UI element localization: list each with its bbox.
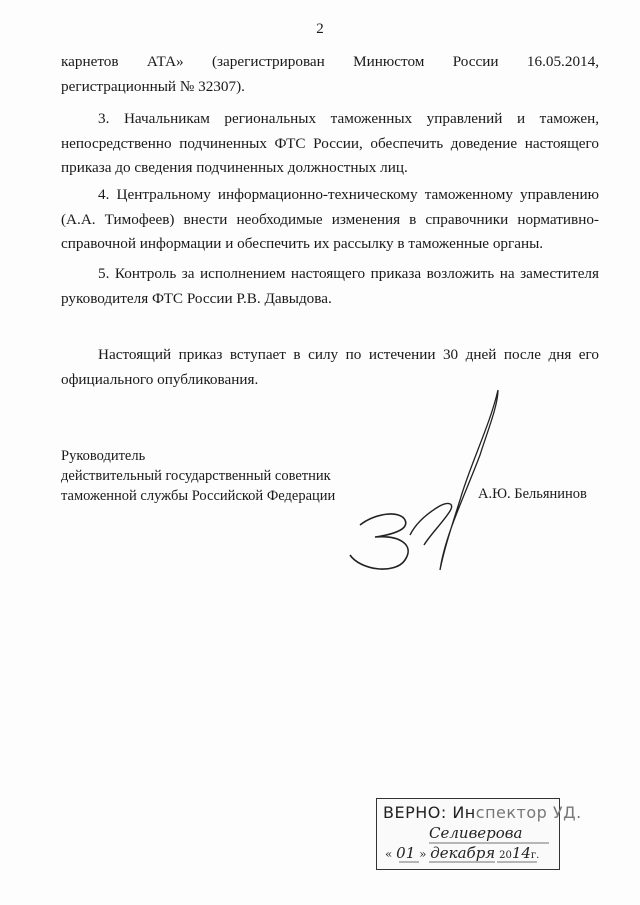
- date-year: 14: [511, 844, 531, 862]
- word: 16.05.2014,: [526, 53, 600, 70]
- signer-name: А.Ю. Бельянинов: [478, 486, 587, 502]
- paragraph-item-4: 4. Центральному информационно-техническому таможенному управлению (А.А. Тимофеев) внести необходимые изменения в справочники нормативно-справочной информации и обеспечить их рассылку в таможенные органы.: [61, 186, 599, 252]
- signatory-rank: действительный государственный советник: [61, 468, 331, 484]
- certification-stamp: [376, 798, 582, 870]
- word: АТА»: [146, 53, 184, 70]
- page-number: 2: [316, 21, 324, 37]
- signatory-title: Руководитель: [61, 448, 146, 464]
- handwritten-signature: [320, 385, 530, 585]
- date-month: декабря: [430, 844, 496, 862]
- word: России: [452, 53, 499, 70]
- signatory-block: [61, 446, 335, 506]
- paragraph-item-5: 5. Контроль за исполнением настоящего приказа возложить на заместителя руководителя ФТС России Р.В. Давыдова.: [61, 265, 599, 307]
- date-suffix: г.: [530, 850, 540, 861]
- paragraph-continuation-line1: [61, 50, 599, 75]
- stamp-handwritten-name: Селиверова: [429, 824, 523, 842]
- paragraph-continuation-line2: регистрационный № 32307).: [61, 77, 245, 95]
- paragraph-item-3: 3. Начальникам региональных таможенных управлений и таможен, непосредственно подчиненных ФТС России, обеспечить доведение настоящего приказа до сведения подчиненных должностных лиц.: [61, 110, 599, 176]
- stamp-title-part: спектор УД.: [475, 803, 582, 822]
- word: (зарегистрирован: [212, 53, 325, 70]
- date-quote: »: [419, 847, 427, 861]
- word: карнетов: [61, 53, 119, 70]
- stamp-title: [383, 803, 582, 822]
- stamp-date: [385, 844, 539, 862]
- date-day: 01: [396, 844, 416, 862]
- stamp-title-part: ВЕРНО: Ин: [383, 803, 476, 822]
- date-year-prefix: 20: [499, 850, 512, 861]
- paragraph-effective-date: Настоящий приказ вступает в силу по истечении 30 дней после дня его официального опубликования.: [61, 346, 599, 388]
- paragraph-continuation: [61, 50, 599, 99]
- date-quote: «: [385, 847, 393, 861]
- signatory-rank-cont: таможенной службы Российской Федерации: [61, 488, 336, 504]
- word: Минюстом: [353, 53, 425, 70]
